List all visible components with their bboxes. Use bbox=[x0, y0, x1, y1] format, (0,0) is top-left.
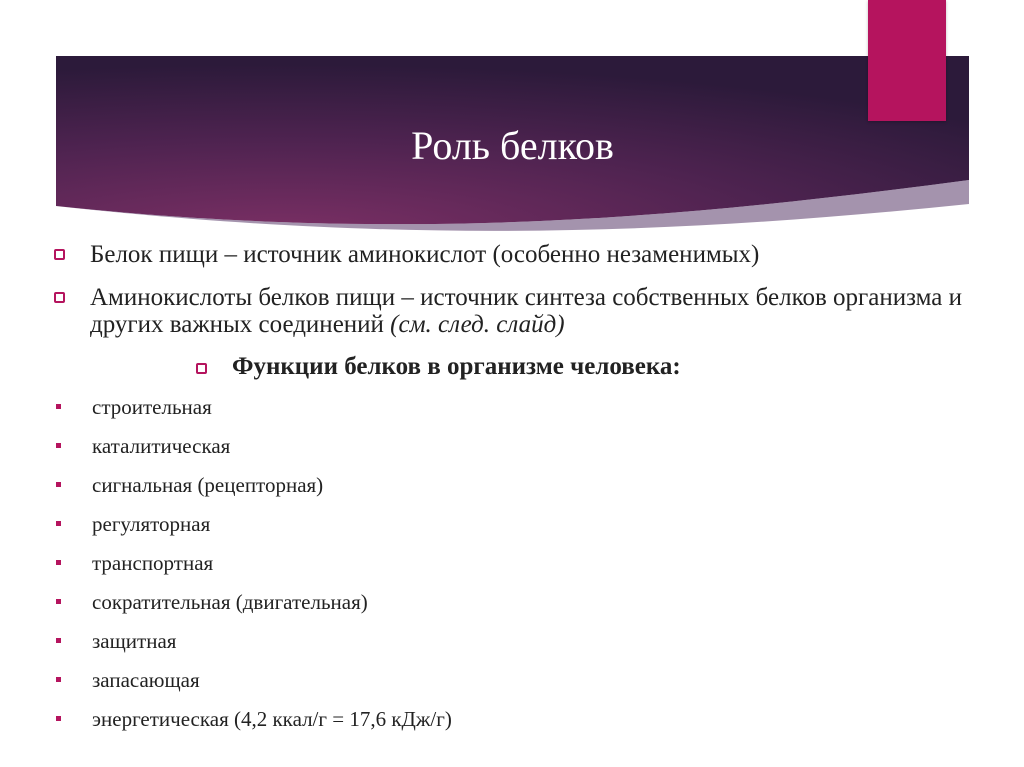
point-text-main: Аминокислоты белков пищи – источник синтеза собственных белков организма и других важных соединений bbox=[90, 284, 962, 338]
square-bullet-icon bbox=[56, 677, 61, 682]
function-text: регуляторная bbox=[92, 512, 211, 536]
function-text: запасающая bbox=[92, 668, 200, 692]
slide-title: Роль белков bbox=[411, 123, 614, 168]
function-text: защитная bbox=[92, 629, 177, 653]
function-item bbox=[56, 432, 956, 460]
function-item bbox=[56, 705, 956, 733]
square-bullet-icon bbox=[56, 560, 61, 565]
square-bullet-icon bbox=[56, 599, 61, 604]
checkbox-bullet-icon bbox=[54, 292, 65, 303]
square-bullet-icon bbox=[56, 482, 61, 487]
function-text: каталитическая bbox=[92, 434, 231, 458]
function-text: транспортная bbox=[92, 551, 214, 575]
function-text: энергетическая (4,2 ккал/г = 17,6 кДж/г) bbox=[92, 707, 452, 731]
function-item bbox=[56, 510, 956, 538]
square-bullet-icon bbox=[56, 638, 61, 643]
function-text: строительная bbox=[92, 395, 212, 419]
function-item bbox=[56, 393, 956, 421]
function-text: сигнальная (рецепторная) bbox=[92, 473, 324, 497]
square-bullet-icon bbox=[56, 443, 61, 448]
point-text bbox=[90, 284, 982, 338]
function-item bbox=[56, 666, 956, 694]
function-item bbox=[56, 588, 956, 616]
checkbox-bullet-icon bbox=[54, 249, 65, 260]
point-note: (см. след. слайд) bbox=[390, 311, 565, 338]
function-item bbox=[56, 471, 956, 499]
square-bullet-icon bbox=[56, 716, 61, 721]
function-item bbox=[56, 549, 956, 577]
functions-heading bbox=[196, 352, 956, 382]
accent-bar bbox=[868, 0, 946, 121]
point-item bbox=[52, 241, 982, 268]
point-item bbox=[52, 284, 982, 338]
square-bullet-icon bbox=[56, 404, 61, 409]
checkbox-bullet-icon bbox=[196, 363, 207, 374]
function-text: сократительная (двигательная) bbox=[92, 590, 368, 614]
function-item bbox=[56, 627, 956, 655]
point-text: Белок пищи – источник аминокислот (особенно незаменимых) bbox=[90, 241, 760, 268]
functions-heading-text: Функции белков в организме человека: bbox=[232, 353, 681, 380]
square-bullet-icon bbox=[56, 521, 61, 526]
